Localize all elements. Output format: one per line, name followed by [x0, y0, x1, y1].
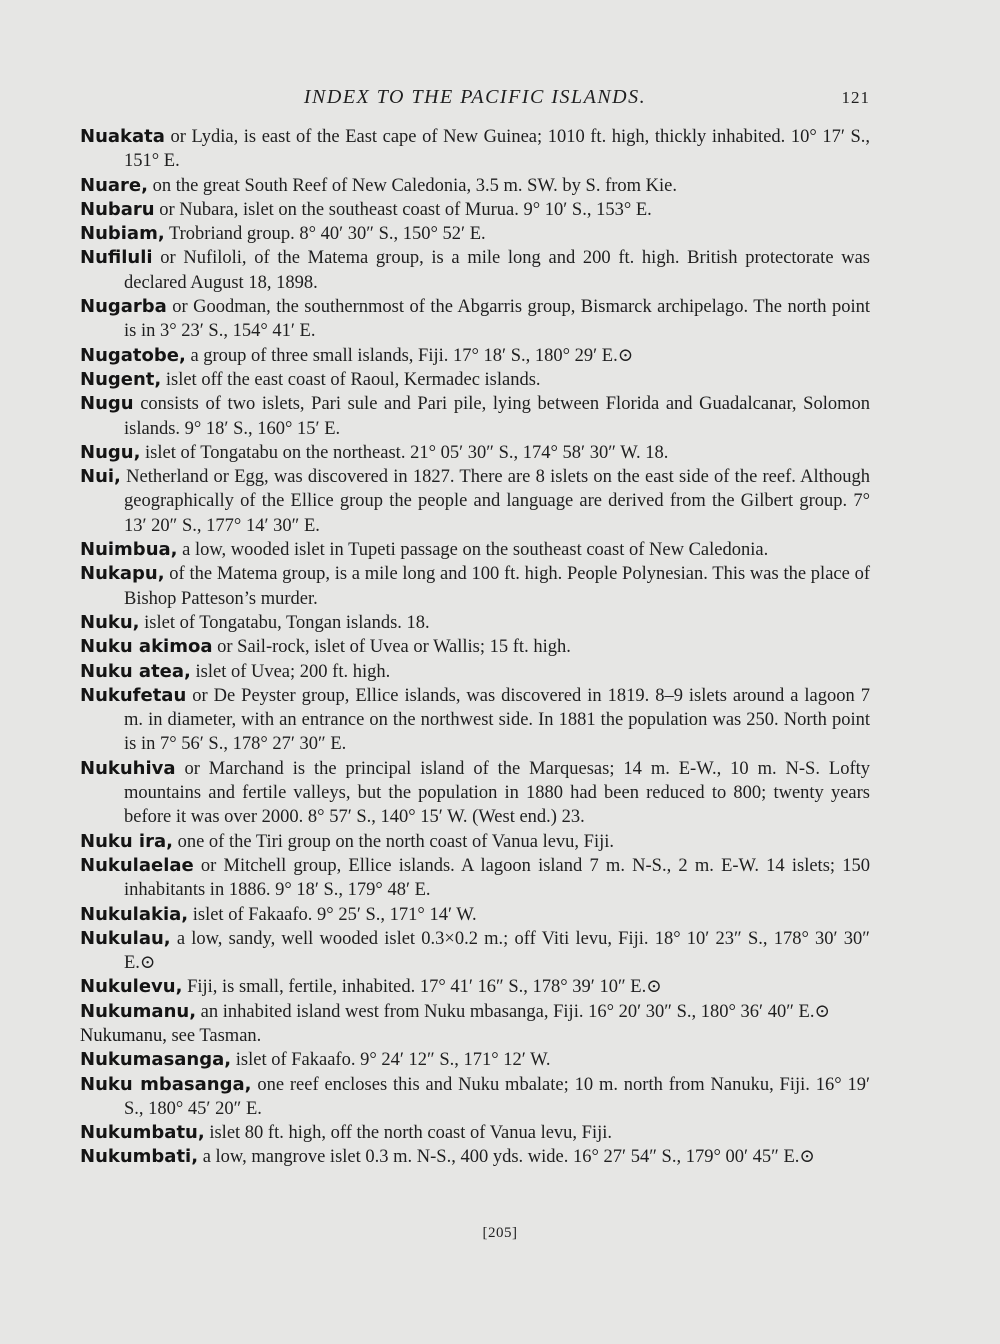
index-entry: [80, 684, 870, 757]
entry-headword: Nuku mbasanga,: [80, 1073, 252, 1095]
index-entry: [80, 465, 870, 538]
entry-description: a low, mangrove islet 0.3 m. N-S., 400 yds. wide. 16° 27′ 54″ S., 179° 00′ 45″ E.⊙: [198, 1147, 815, 1168]
entry-description: or Mitchell group, Ellice islands. A lagoon island 7 m. N-S., 2 m. E-W. 14 islets; 150 inhabitants in 1886. 9° 18′ S., 179° 48′ E.: [124, 855, 870, 901]
entry-headword: Nugarba: [80, 296, 167, 318]
entry-headword: Nukulau,: [80, 927, 171, 949]
index-entry: [80, 538, 870, 562]
entry-description: an inhabited island west from Nuku mbasanga, Fiji. 16° 20′ 30″ S., 180° 36′ 40″ E.⊙: [196, 1001, 830, 1022]
index-entry: [80, 174, 870, 198]
running-title: INDEX TO THE PACIFIC ISLANDS.: [303, 86, 647, 108]
entry-description: a low, sandy, well wooded islet 0.3×0.2 m.; off Viti levu, Fiji. 18° 10′ 23″ S., 178° 30′ 30″ E.⊙: [124, 928, 870, 974]
entry-description: or Lydia, is east of the East cape of New Guinea; 1010 ft. high, thickly inhabited. 10° 17′ S., 151° E.: [124, 127, 870, 172]
entry-headword: Nukumanu,: [80, 1025, 167, 1046]
index-entry: [80, 927, 870, 976]
entry-description: one of the Tiri group on the north coast of Vanua levu, Fiji.: [172, 831, 615, 852]
index-entry: [80, 1000, 870, 1024]
index-entry: [80, 392, 870, 441]
entry-description: see Tasman.: [166, 1025, 262, 1046]
entry-description: islet of Tongatabu on the northeast. 21° 05′ 30″ S., 174° 58′ 30″ W. 18.: [140, 442, 669, 463]
index-entry: [80, 441, 870, 465]
entry-description: islet of Uvea; 200 ft. high.: [190, 661, 391, 682]
entry-headword: Nuku,: [80, 611, 140, 633]
signature-mark: [205]: [482, 1225, 518, 1241]
index-entry: [80, 1073, 870, 1122]
entry-headword: Nukulaelae: [80, 854, 194, 876]
entry-description: islet of Tongatabu, Tongan islands. 18.: [139, 612, 430, 633]
index-entry: [80, 660, 870, 684]
entry-description: on the great South Reef of New Caledonia, 3.5 m. SW. by S. from Kie.: [147, 175, 678, 196]
index-entry: [80, 368, 870, 392]
index-entry: [80, 125, 870, 174]
index-entry: [80, 1121, 870, 1145]
index-entry: [80, 344, 870, 368]
entry-description: islet of Fakaafo. 9° 25′ S., 171° 14′ W.: [188, 904, 477, 925]
entry-description: a low, wooded islet in Tupeti passage on the southeast coast of New Caledonia.: [177, 540, 769, 561]
entry-headword: Nukumasanga,: [80, 1049, 232, 1071]
entry-description: or Marchand is the principal island of the Marquesas; 14 m. E-W., 10 m. N-S. Lofty mountains and fertile valleys, but the population in 1880 had been reduced to 800; twenty years before it was over 2000. 8° 57′ S., 140° 15′ W. (West end.) 23.: [124, 758, 870, 828]
entry-headword: Nubaru: [80, 198, 155, 220]
index-entry: [80, 635, 870, 659]
page-number: 121: [841, 88, 870, 107]
entry-headword: Nugu: [80, 393, 134, 415]
entry-description: islet off the east coast of Raoul, Kermadec islands.: [161, 369, 541, 390]
index-entry: [80, 1024, 870, 1048]
entry-description: a group of three small islands, Fiji. 17° 18′ S., 180° 29′ E.⊙: [185, 345, 634, 366]
entry-description: of the Matema group, is a mile long and 100 ft. high. People Polynesian. This was the place of Bishop Patteson’s murder.: [124, 564, 870, 609]
entry-headword: Nukulakia,: [80, 903, 189, 925]
entry-headword: Nukuhiva: [80, 757, 176, 779]
entry-description: or Sail-rock, islet of Uvea or Wallis; 15 ft. high.: [212, 637, 571, 658]
entry-headword: Nukumbatu,: [80, 1122, 205, 1144]
entry-description: or Nubara, islet on the southeast coast of Murua. 9° 10′ S., 153° E.: [154, 199, 652, 220]
entry-headword: Nufiluli: [80, 247, 153, 269]
index-entry: [80, 562, 870, 611]
entry-headword: Nubiam,: [80, 223, 165, 245]
entry-headword: Nuku akimoa: [80, 636, 213, 658]
entry-headword: Nukulevu,: [80, 976, 183, 998]
entry-headword: Nugent,: [80, 368, 162, 390]
entry-headword: Nuare,: [80, 174, 148, 196]
entry-headword: Nukumbati,: [80, 1146, 199, 1168]
entry-description: Trobriand group. 8° 40′ 30″ S., 150° 52′ E.: [164, 224, 486, 245]
index-entries: [80, 125, 870, 1170]
entry-headword: Nuku atea,: [80, 660, 191, 682]
index-entry: [80, 222, 870, 246]
index-entry: [80, 198, 870, 222]
entry-description: islet of Fakaafo. 9° 24′ 12″ S., 171° 12′ W.: [231, 1050, 551, 1071]
index-entry: [80, 975, 870, 999]
entry-description: or Goodman, the southernmost of the Abgarris group, Bismarck archipelago. The north point is in 3° 23′ S., 154° 41′ E.: [124, 297, 870, 342]
index-entry: [80, 854, 870, 903]
page-header: [80, 86, 870, 114]
index-entry: [80, 295, 870, 344]
entry-description: consists of two islets, Pari sule and Pari pile, lying between Florida and Guadalcanar, Solomon islands. 9° 18′ S., 160° 15′ E.: [124, 394, 870, 439]
index-entry: [80, 757, 870, 830]
index-entry: [80, 903, 870, 927]
entry-description: or De Peyster group, Ellice islands, was discovered in 1819. 8–9 islets around a lagoon 7 m. in diameter, with an entrance on the northwest side. In 1881 the population was 250. North point is in 7° 56′ S., 178° 27′ 30″ E.: [124, 685, 870, 755]
entry-headword: Nukumanu,: [80, 1000, 197, 1022]
entry-headword: Nui,: [80, 466, 121, 488]
entry-description: or Nufiloli, of the Matema group, is a mile long and 200 ft. high. British protectorate was declared August 18, 1898.: [124, 248, 870, 293]
entry-description: one reef encloses this and Nuku mbalate; 10 m. north from Nanuku, Fiji. 16° 19′ S., 180° 45′ 20″ E.: [124, 1074, 870, 1119]
entry-description: Fiji, is small, fertile, inhabited. 17° 41′ 16″ S., 178° 39′ 10″ E.⊙: [182, 977, 662, 998]
entry-headword: Nukufetau: [80, 684, 187, 706]
index-entry: [80, 1145, 870, 1169]
index-entry: [80, 246, 870, 295]
entry-headword: Nuimbua,: [80, 539, 178, 561]
entry-headword: Nuku ira,: [80, 830, 173, 852]
entry-description: Netherland or Egg, was discovered in 1827. There are 8 islets on the east side of the reef. Although geographically of the Ellice group the people and language are derived from the Gilbert group. 7° 13′ 20″ S., 177° 14′ 30″ E.: [120, 467, 870, 536]
entry-headword: Nugatobe,: [80, 344, 186, 366]
index-entry: [80, 830, 870, 854]
entry-headword: Nugu,: [80, 441, 141, 463]
entry-description: islet 80 ft. high, off the north coast of Vanua levu, Fiji.: [204, 1123, 613, 1144]
entry-headword: Nuakata: [80, 126, 165, 147]
entry-headword: Nukapu,: [80, 563, 165, 585]
index-entry: [80, 1048, 870, 1072]
index-entry: [80, 611, 870, 635]
